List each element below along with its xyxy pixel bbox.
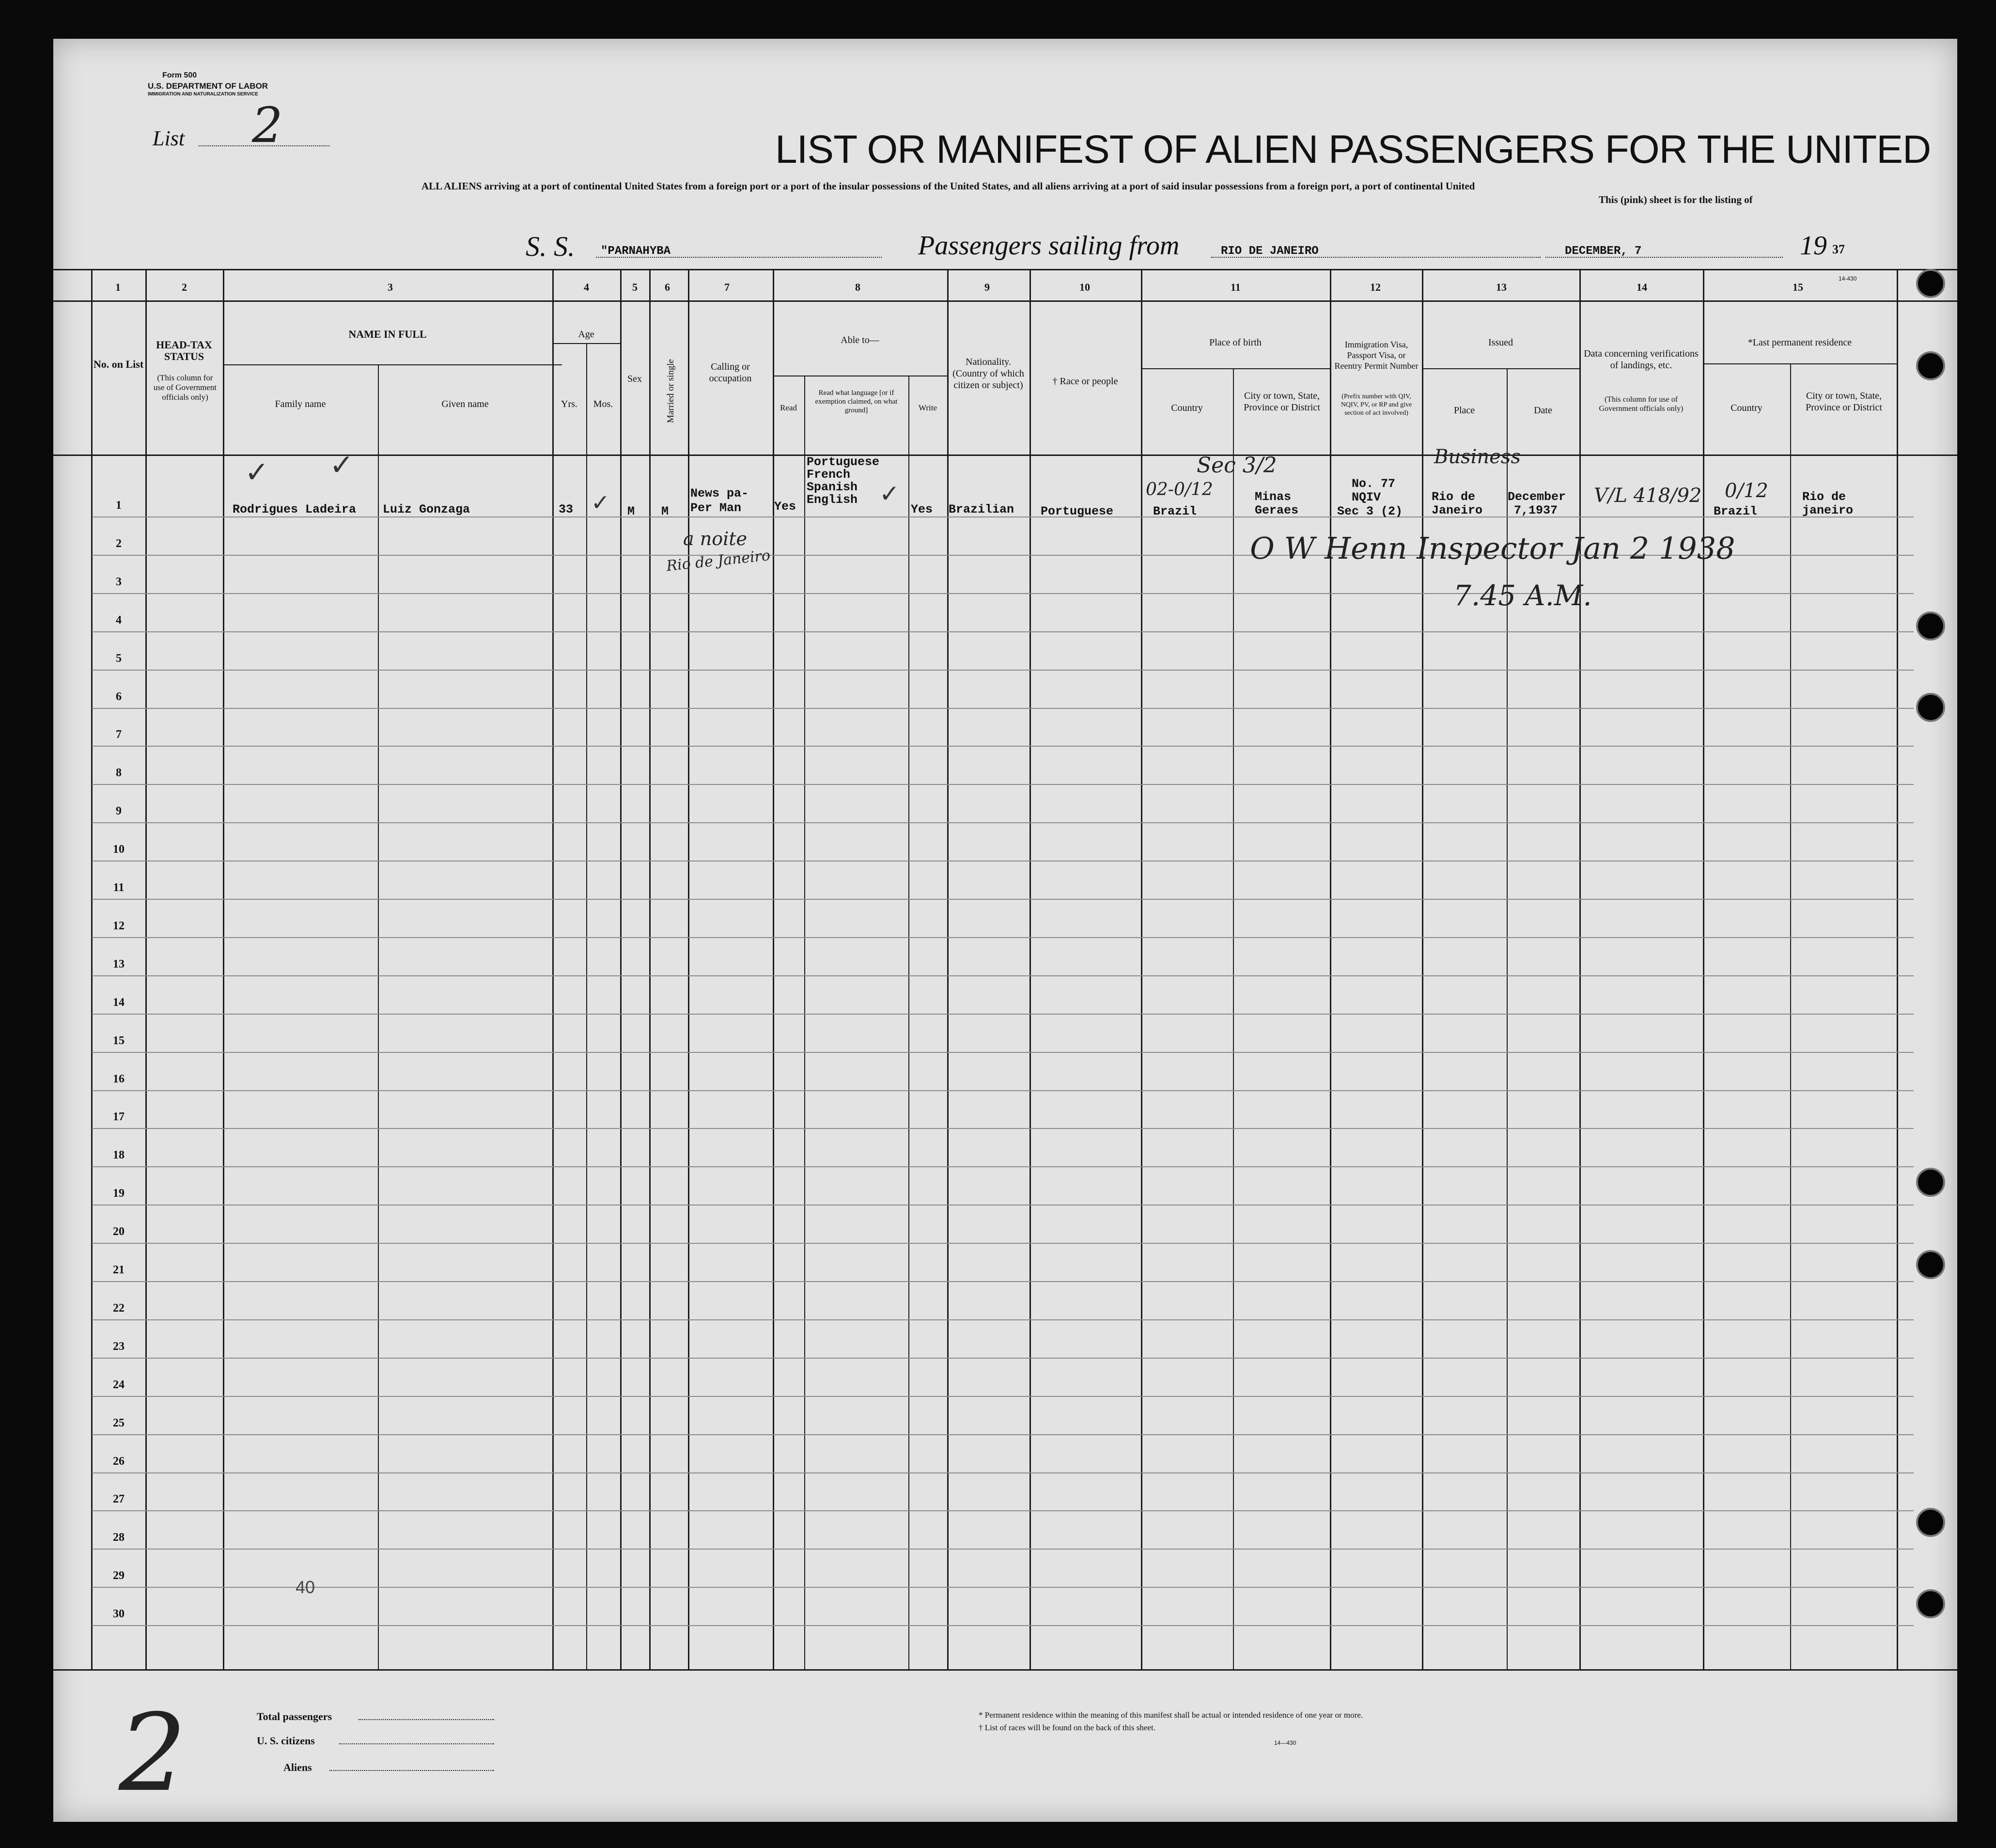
sailing-label: Passengers sailing from [918,231,1180,261]
occupation-cell-1: News pa- [690,486,749,501]
language-cell: French [807,468,851,482]
port-name: RIO DE JANEIRO [1221,245,1319,258]
header-given-name: Given name [441,399,489,409]
header-place-of-birth: Place of birth [1209,337,1262,348]
row-rule [92,1281,1914,1282]
sex-cell: M [627,504,635,518]
row-number: 27 [113,1493,125,1506]
row-rule [92,708,1914,709]
row-rule [92,1358,1914,1359]
header-issued: Issued [1488,337,1513,348]
ship-name: "PARNAHYBA [601,245,671,258]
row-rule [92,631,1914,632]
row-rule [92,1587,1914,1588]
list-number-handwritten: 2 [252,97,283,154]
column-number: 10 [1079,281,1090,293]
column-number: 11 [1231,281,1241,293]
col-line [688,269,689,1669]
column-number-divider [53,300,1957,302]
row-rule [92,1434,1914,1435]
row-rule [92,1319,1914,1320]
row-number: 6 [116,690,122,703]
inspection-time: 7.45 A.M. [1453,579,1592,612]
sec-note-handwritten: Sec 3/2 [1197,453,1277,478]
ss-label: S. S. [526,231,575,262]
list-label: List [153,126,185,150]
column-number: 15 [1793,281,1803,293]
header-able-to: Able to— [841,335,879,345]
header-verification-note: (This column for use of Government officials only) [1599,395,1684,413]
row-rule [92,1014,1914,1015]
binder-hole [1916,269,1945,298]
binder-hole [1916,1508,1945,1537]
occupation-cell-2: Per Man [690,501,742,515]
col-line [586,343,587,1669]
row-number: 17 [113,1111,125,1124]
inspector-signature: O W Henn Inspector Jan 2 1938 [1250,531,1735,566]
col-line [1790,363,1791,1669]
visa-cell-3: Sec 3 (2) [1337,504,1403,518]
col-line [947,269,949,1669]
row-rule [92,746,1914,747]
res-city-cell-1: Rio de [1802,490,1846,504]
age-yrs-cell: 33 [559,502,574,517]
given-name-cell: Luiz Gonzaga [383,502,470,517]
row-number: 19 [113,1187,125,1200]
row-number: 26 [113,1455,125,1468]
header-age-mos: Mos. [593,399,613,409]
footer-code: 14—430 [1274,1739,1296,1746]
form-code-top: 14-430 [1839,275,1857,282]
row-rule [92,822,1914,823]
col-line [378,364,379,1669]
row-rule [92,1128,1914,1129]
row-rule [92,1625,1914,1626]
nationality-cell: Brazilian [949,502,1014,517]
header-write: Write [918,403,937,412]
birth-subheader-line [1141,368,1330,369]
row-number: 3 [116,575,122,588]
row-number: 16 [113,1072,125,1085]
language-cell: English [807,493,858,507]
header-calling: Calling or occupation [709,361,752,384]
family-name-cell: Rodrigues Ladeira [233,502,357,517]
res-country-cell: Brazil [1714,504,1758,518]
row-rule [92,1205,1914,1206]
col-line [908,376,909,1669]
married-cell: M [661,504,669,518]
column-number: 4 [584,281,589,293]
binder-hole [1916,1168,1945,1197]
col-line [620,269,622,1669]
footer-total-line [359,1719,494,1720]
header-issued-place: Place [1453,405,1475,416]
col-line [1422,269,1423,1669]
check-mark-icon: ✓ [879,480,900,507]
header-last-residence: *Last permanent residence [1747,337,1852,348]
row-rule [92,1052,1914,1053]
row-rule [92,784,1914,785]
form-number: Form 500 [162,71,197,79]
sailing-date: DECEMBER, 7 [1565,245,1642,258]
header-age-yrs: Yrs. [561,399,577,409]
row-number: 30 [113,1608,125,1621]
language-cell: Spanish [807,480,858,494]
service-name: IMMIGRATION AND NATURALIZATION SERVICE [148,92,258,97]
header-verification: Data concerning verifications of landings, etc. [1584,348,1699,371]
big-handwritten-mark: 2 [119,1691,187,1815]
header-birth-country: Country [1171,403,1203,413]
row-rule [92,593,1914,594]
manifest-sheet [53,39,1957,1822]
row-number: 1 [116,499,122,512]
column-number: 2 [182,281,187,293]
column-number: 12 [1370,281,1381,293]
row-rule [92,1549,1914,1550]
header-age: Age [578,329,594,340]
residence-subheader-line [1703,363,1897,364]
issued-subheader-line [1422,368,1579,369]
row-rule [92,1166,1914,1167]
department-name: U.S. DEPARTMENT OF LABOR [148,81,268,91]
binder-hole [1916,611,1945,641]
row-number: 23 [113,1340,125,1353]
check-mark-icon: ✓ [245,456,269,488]
column-number: 1 [115,281,121,293]
row-number: 7 [116,728,122,741]
header-res-country: Country [1731,403,1762,413]
col-line [223,269,224,1669]
header-visa: Immigration Visa, Passport Visa, or Reentry Permit Number [1334,340,1419,371]
row-rule [92,899,1914,900]
row-number: 25 [113,1416,125,1429]
header-read: Read [780,403,797,412]
header-res-city: City or town, State, Province or District [1806,391,1882,413]
stamp-number: 40 [296,1577,315,1597]
year-prefix: 19 [1800,231,1827,261]
manifest-title: LIST OR MANIFEST OF ALIEN PASSENGERS FOR THE UNITED [775,127,1931,172]
column-number: 14 [1637,281,1647,293]
column-number: 5 [632,281,638,293]
row-rule [92,1396,1914,1397]
col-line [773,269,774,1669]
language-cell: Portuguese [807,455,880,469]
footer-aliens-label: Aliens [283,1761,312,1773]
row-number: 18 [113,1149,125,1162]
check-mark-icon: ✓ [591,490,610,515]
verification-handwritten: V/L 418/92 [1594,485,1702,507]
footer-citizens-line [339,1743,494,1744]
footer-aliens-line [329,1770,494,1771]
row-number: 9 [116,805,122,818]
row-number: 11 [113,881,125,894]
column-number: 13 [1496,281,1507,293]
row-number: 4 [116,613,122,626]
footer-note-2: † List of races will be found on the back of this sheet. [979,1723,1155,1732]
visa-cell-2: NQIV [1352,490,1381,504]
row-rule [92,1472,1914,1473]
name-subheader-line [223,364,562,365]
row-number: 5 [116,652,122,665]
column-number: 3 [388,281,393,293]
header-read-language: Read what language [or if exemption claimed, on what ground] [815,389,898,414]
col-line [145,269,147,1669]
row-number: 24 [113,1378,125,1391]
issued-place-cell-2: Janeiro [1432,503,1483,517]
row-rule [92,1510,1914,1511]
header-race: † Race or people [1052,376,1118,387]
read-cell: Yes [774,500,796,514]
manifest-subtitle-1: ALL ALIENS arriving at a port of continental United States from a foreign port or a port of the insular possessions of the United States, and all aliens arriving at a port of said insular possessions from a foreign port, a port of continental United [421,180,1475,192]
row-rule [92,975,1914,976]
binder-hole [1916,351,1945,380]
col-line [804,376,805,1669]
col-line [649,269,651,1669]
footer-note-1: * Permanent residence within the meaning of this manifest shall be actual or intended residence of one year or more. [979,1710,1363,1720]
birth-note-handwritten: 02-0/12 [1146,480,1213,500]
header-visa-note: (Prefix number with QIV, NQIV, PV, or RP and give section of act involved) [1341,393,1412,417]
year-suffix: 37 [1832,242,1845,256]
binder-hole [1916,1250,1945,1279]
row-rule [92,670,1914,671]
occupation-note-handwritten: a noite [683,528,747,549]
footer-total-label: Total passengers [257,1710,332,1723]
issued-date-cell-1: December [1508,490,1566,504]
row-number: 21 [113,1264,125,1276]
birth-country-cell: Brazil [1153,504,1197,518]
row-number: 15 [113,1034,125,1047]
col-line [1141,269,1142,1669]
column-number: 6 [665,281,670,293]
issued-place-cell-1: Rio de [1432,490,1476,504]
row-number: 28 [113,1531,125,1544]
col-line [1029,269,1031,1669]
header-head-tax: HEAD-TAX STATUS [156,339,212,362]
occupation-city-handwritten: Rio de Janeiro [665,547,771,575]
header-sex: Sex [627,374,642,384]
header-head-tax-note: (This column for use of Government officials only) [153,373,217,402]
visa-cell-1: No. 77 [1352,477,1396,491]
birth-city-cell-1: Minas [1255,490,1292,504]
column-number: 8 [855,281,860,293]
table-top-border [53,269,1957,270]
col-line [1703,269,1704,1669]
header-nationality: Nationality. (Country of which citizen or subject) [952,357,1024,391]
header-issued-date: Date [1534,405,1552,416]
row-number: 14 [113,996,125,1009]
birth-city-cell-2: Geraes [1255,503,1299,517]
col-line [1233,368,1234,1669]
footer-citizens-label: U. S. citizens [257,1735,315,1747]
row-number: 12 [113,919,125,932]
header-no-on-list: No. on List [93,358,144,370]
row-number: 10 [113,843,125,856]
col-line [1579,269,1581,1669]
binder-hole [1916,1589,1945,1618]
row-number: 22 [113,1301,125,1315]
table-bottom-border [53,1669,1957,1671]
header-birth-city: City or town, State, Province or District [1244,391,1320,413]
binder-hole [1916,693,1945,722]
row-number: 2 [116,537,122,550]
column-number: 9 [984,281,990,293]
row-rule [92,1243,1914,1244]
header-name-in-full: NAME IN FULL [348,328,427,340]
row-number: 20 [113,1225,125,1238]
res-city-cell-2: janeiro [1802,503,1854,517]
check-mark-icon: ✓ [329,449,354,481]
col-line [1897,269,1898,1669]
header-family-name: Family name [275,399,326,409]
header-married-single: Married or single [666,359,676,423]
row-rule [92,1090,1914,1091]
write-cell: Yes [911,502,933,517]
row-rule [92,937,1914,938]
business-handwritten: Business [1434,446,1521,468]
col-line [1330,269,1331,1669]
res-note-handwritten: 0/12 [1725,480,1768,502]
row-number: 29 [113,1569,125,1582]
row-number: 13 [113,957,125,971]
row-number: 8 [116,767,122,780]
issued-date-cell-2: 7,1937 [1514,503,1558,517]
race-cell: Portuguese [1041,504,1114,518]
col-line [552,269,554,1669]
manifest-subtitle-2: This (pink) sheet is for the listing of [1599,194,1753,205]
column-number: 7 [724,281,730,293]
